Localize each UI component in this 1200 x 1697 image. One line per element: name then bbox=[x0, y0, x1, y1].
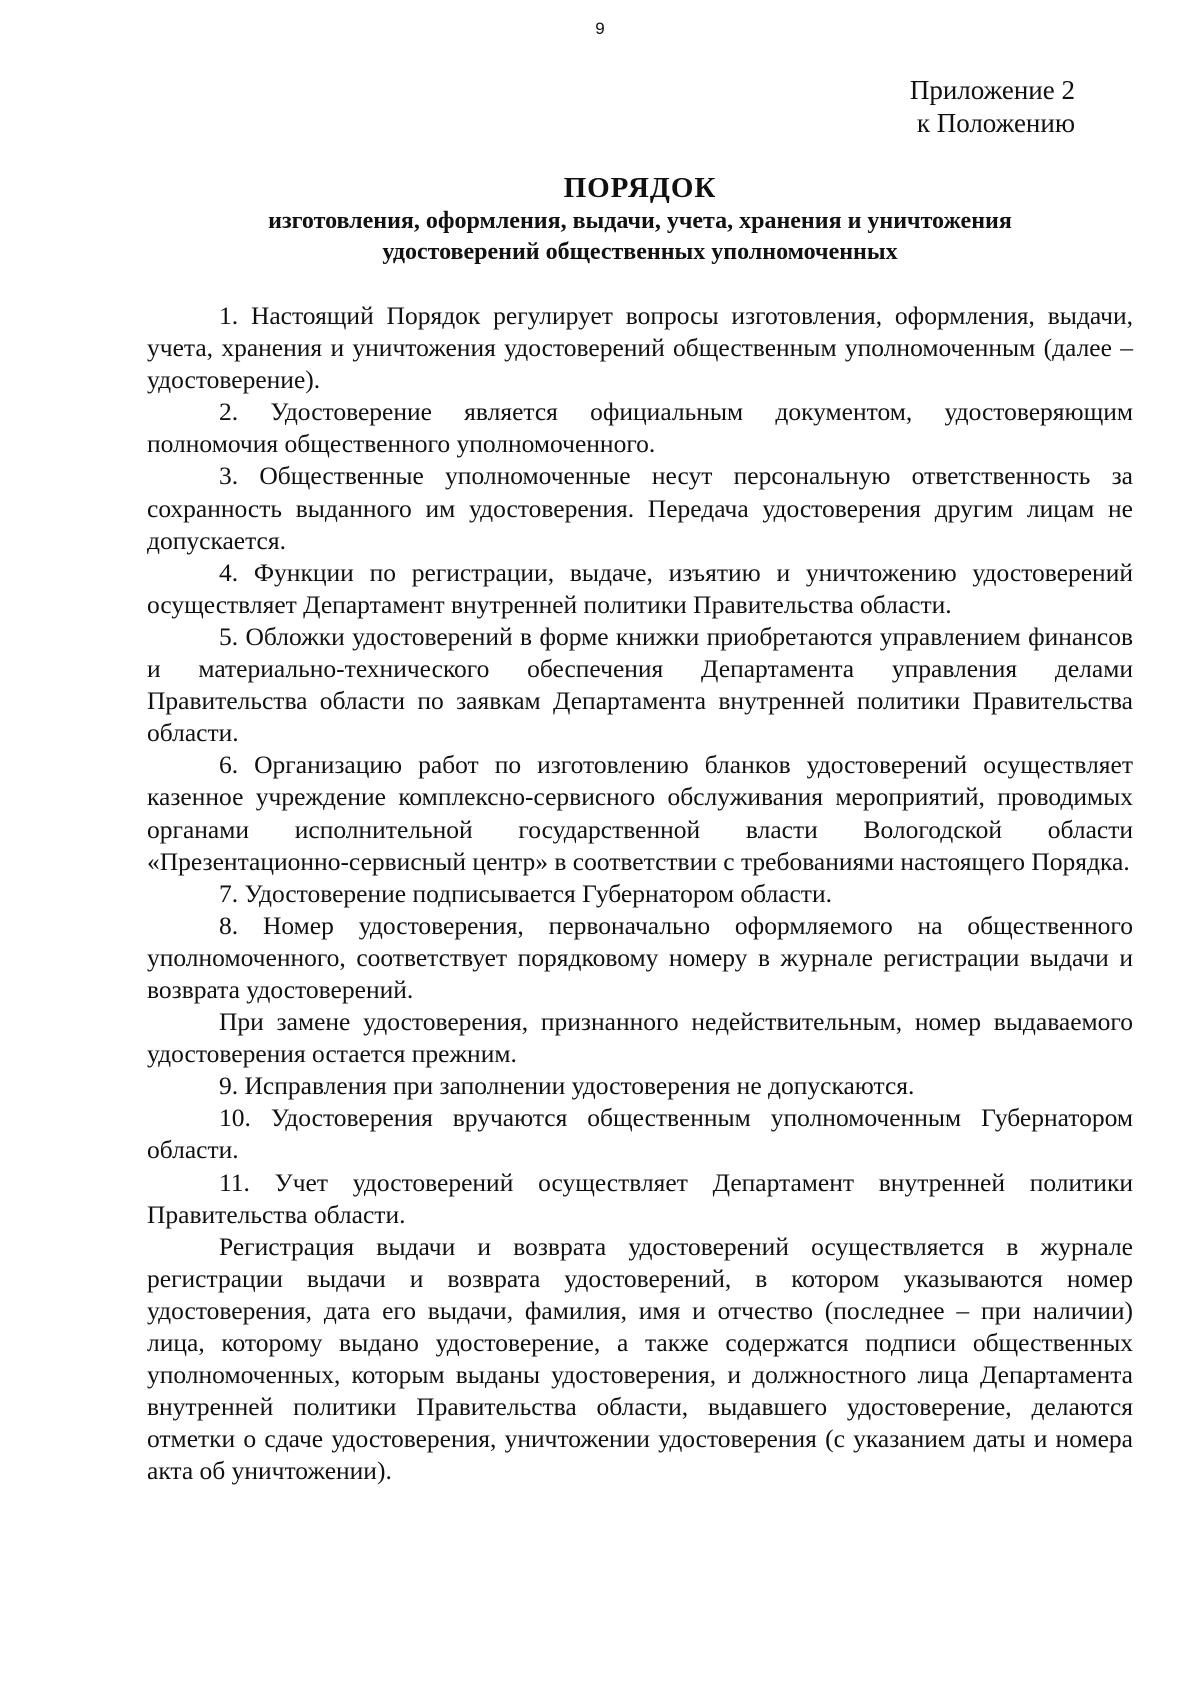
paragraph-1: 1. Настоящий Порядок регулирует вопросы изготовления, оформления, выдачи, учета, хранения и уничтожения удостоверений общественным уполномоченным (далее – удостоверение). bbox=[147, 301, 1133, 395]
title-subtitle-line-1: изготовления, оформления, выдачи, учета, хранения и уничтожения bbox=[268, 208, 1012, 234]
title-subtitle-line-2: удостоверений общественных уполномоченных bbox=[382, 239, 898, 265]
appendix-reference bbox=[910, 74, 1075, 140]
paragraph-11-continuation: Регистрация выдачи и возврата удостоверений осуществляется в журнале регистрации выдачи и возврата удостоверений, в котором указываются номер удостоверения, дата его выдачи, фамилия, имя и отчество (последнее – при наличии) лица, которому выдано удостоверение, а также содержатся подписи общественных уполномоченных, которым выданы удостоверения, и должностного лица Департамента внутренней политики Правительства области, выдавшего удостоверение, делаются отметки о сдаче удостоверения, уничтожении удостоверения (с указанием даты и номера акта об уничтожении). bbox=[147, 1231, 1133, 1486]
paragraph-10: 10. Удостоверения вручаются общественным уполномоченным Губернатором области. bbox=[147, 1103, 1133, 1165]
paragraph-6: 6. Организацию работ по изготовлению бланков удостоверений осуществляет казенное учреждение комплексно-сервисного обслуживания мероприятий, проводимых органами исполнительной государственной власти Вологодской области «Презентационно-сервисный центр» в соответствии с требованиями настоящего Порядка. bbox=[147, 750, 1133, 876]
page-number: 9 bbox=[595, 19, 605, 38]
paragraph-2: 2. Удостоверение является официальным документом, удостоверяющим полномочия общественного уполномоченного. bbox=[147, 397, 1133, 459]
paragraph-11: 11. Учет удостоверений осуществляет Департамент внутренней политики Правительства области. bbox=[147, 1167, 1133, 1229]
paragraph-7: 7. Удостоверение подписывается Губернатором области. bbox=[219, 878, 832, 908]
paragraph-8: 8. Номер удостоверения, первоначально оформляемого на общественного уполномоченного, соответствует порядковому номеру в журнале регистрации выдачи и возврата удостоверений. bbox=[147, 910, 1133, 1004]
paragraph-9: 9. Исправления при заполнении удостоверения не допускаются. bbox=[219, 1071, 915, 1101]
document-body bbox=[147, 300, 1133, 1487]
title-main: ПОРЯДОК bbox=[563, 172, 717, 204]
paragraph-4: 4. Функции по регистрации, выдаче, изъятию и уничтожению удостоверений осуществляет Департамент внутренней политики Правительства области. bbox=[147, 557, 1133, 619]
appendix-line-2: к Положению bbox=[916, 108, 1075, 138]
appendix-line-1: Приложение 2 bbox=[909, 75, 1075, 105]
paragraph-5: 5. Обложки удостоверений в форме книжки приобретаются управлением финансов и материально-технического обеспечения Департамента управления делами Правительства области по заявкам Департамента внутренней политики Правительства области. bbox=[147, 621, 1133, 748]
document-title bbox=[147, 170, 1133, 268]
paragraph-8-continuation: При замене удостоверения, признанного недействительным, номер выдаваемого удостоверения остается прежним. bbox=[147, 1007, 1133, 1069]
paragraph-3: 3. Общественные уполномоченные несут персональную ответственность за сохранность выданного им удостоверения. Передача удостоверения другим лицам не допускается. bbox=[147, 461, 1133, 555]
